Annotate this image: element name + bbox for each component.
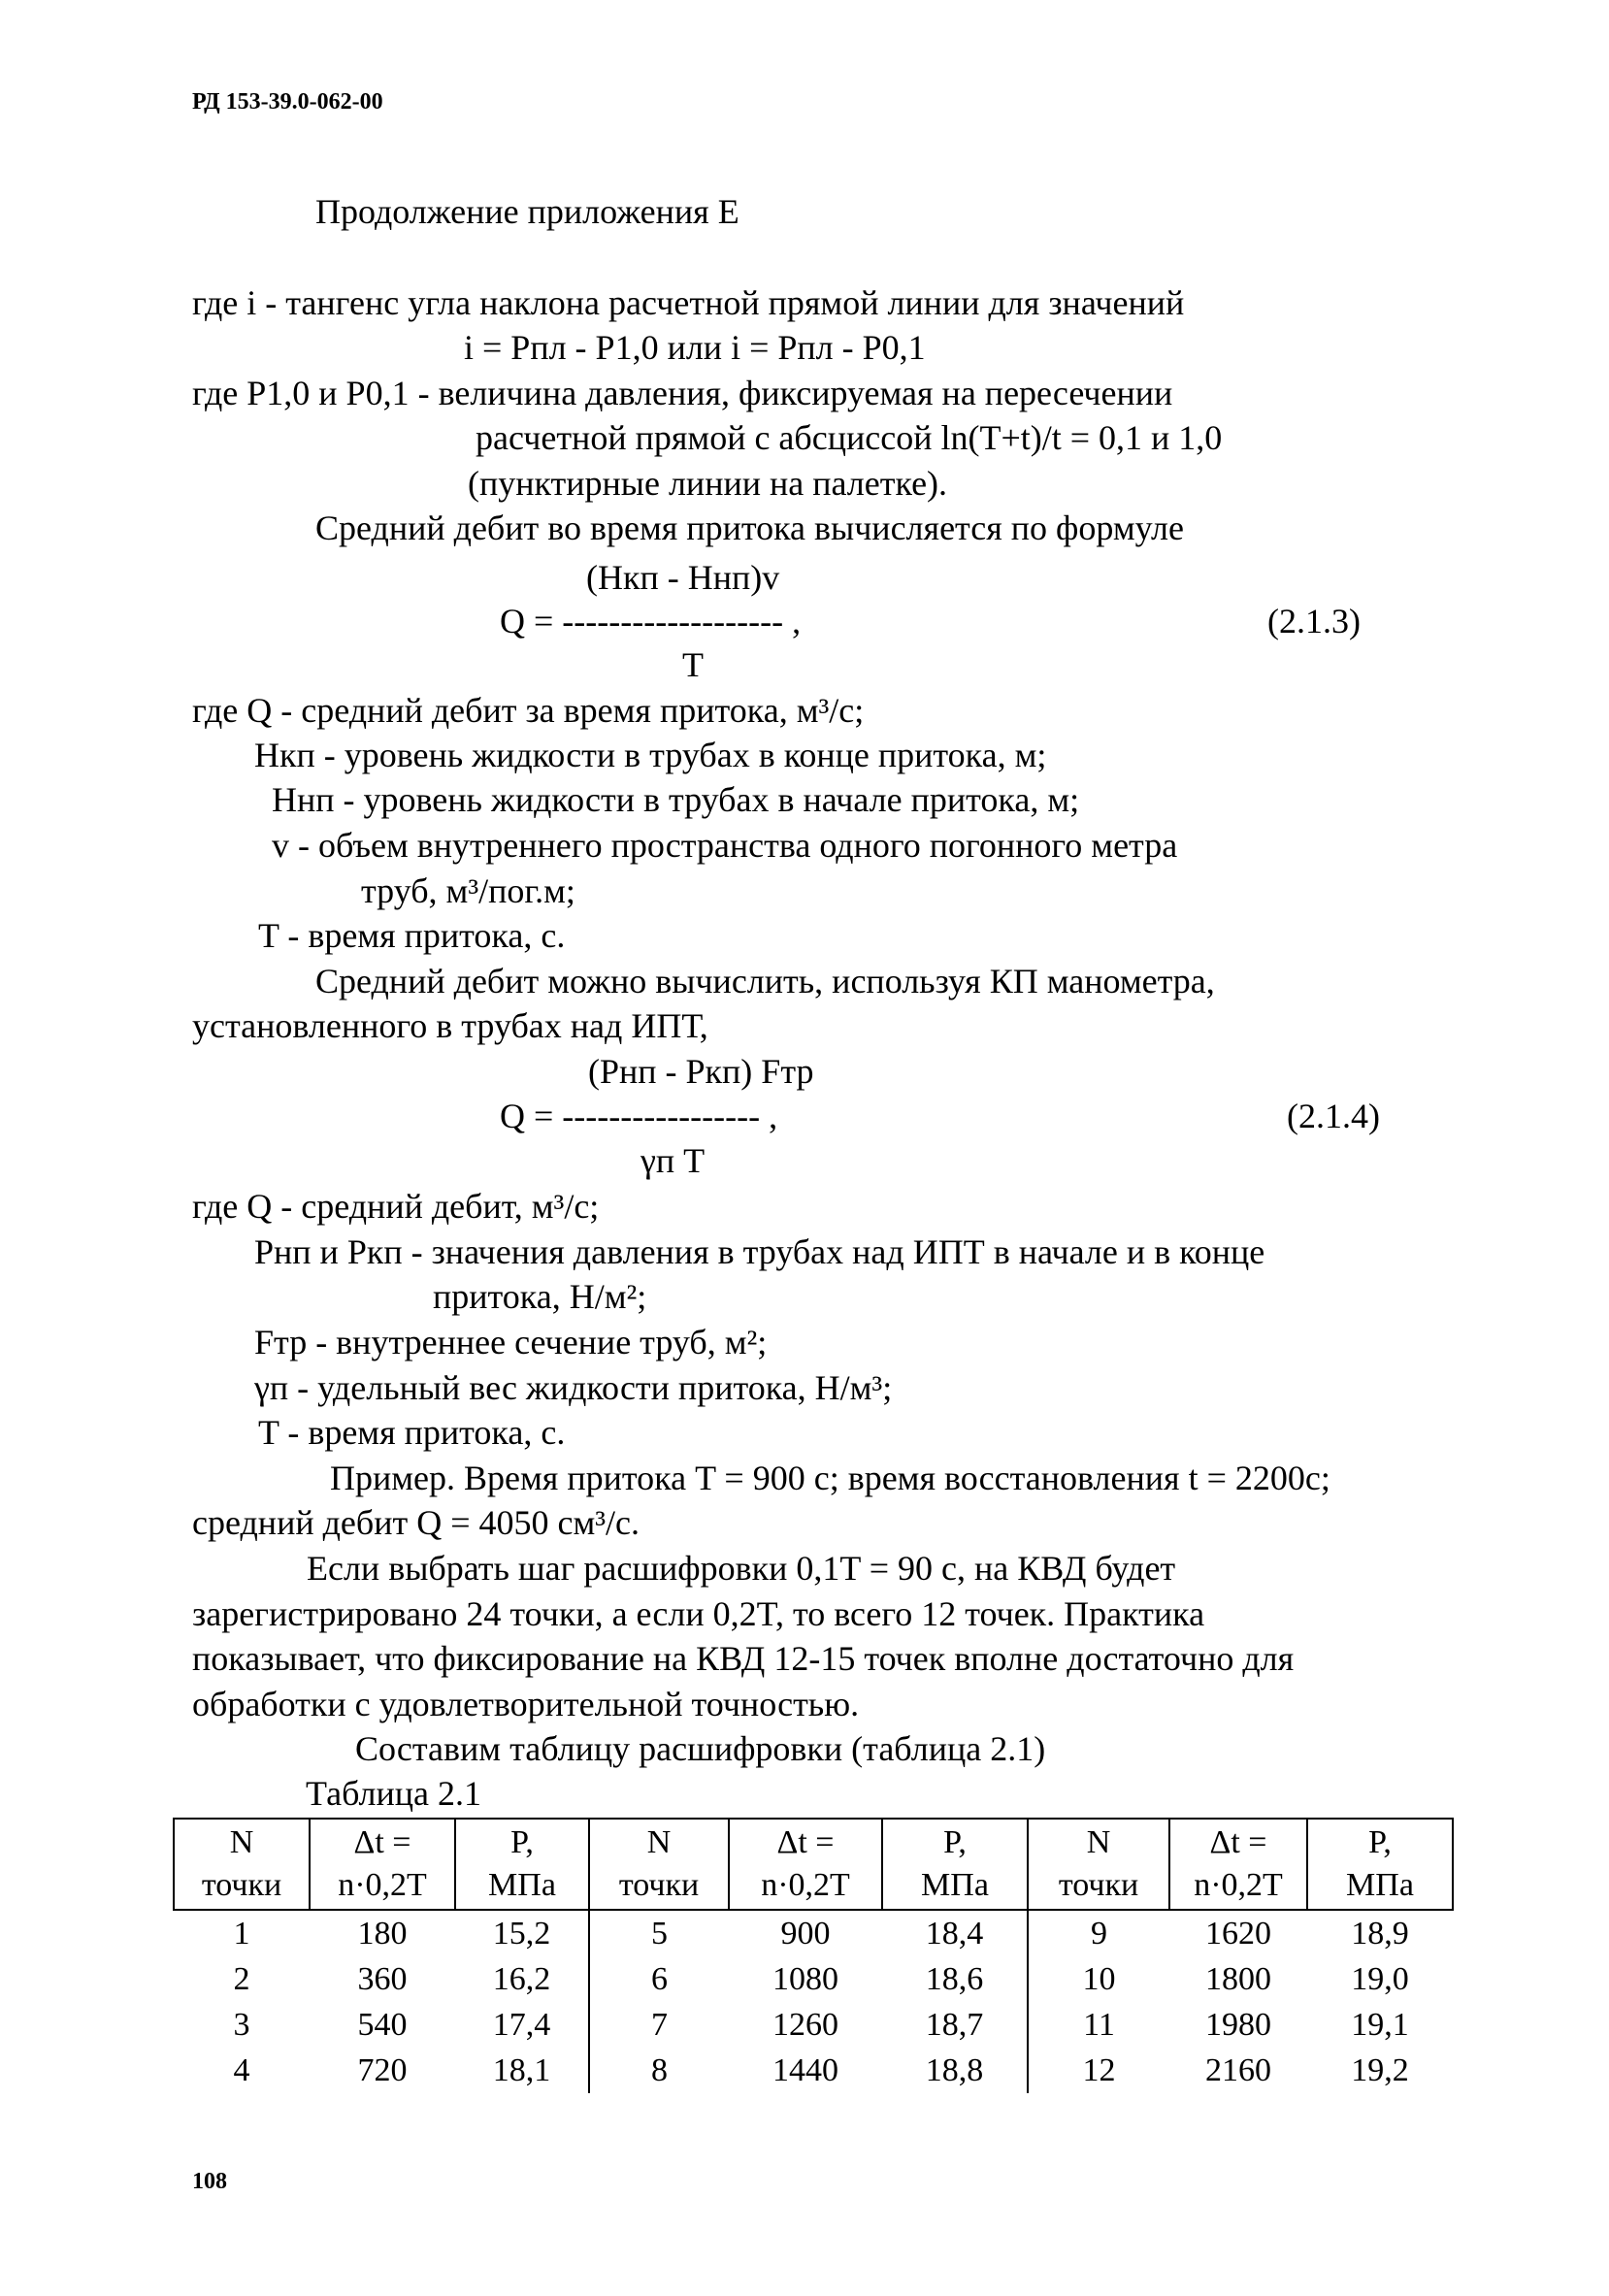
text-line-25: показывает, что фиксирование на КВД 12-15 точек вполне достаточно для — [192, 1639, 1295, 1678]
text-line-24: зарегистрировано 24 точки, а если 0,2T, то всего 12 точек. Практика — [192, 1594, 1205, 1633]
table-cell: 2160 — [1205, 2052, 1271, 2088]
table-row — [174, 2048, 1453, 2093]
table-cell: 7 — [651, 2007, 668, 2043]
table-cell: 720 — [357, 2052, 408, 2088]
table-cell: 17,4 — [455, 2002, 589, 2048]
table-cell: 1080 — [772, 1961, 838, 1997]
table-cell: 1 — [233, 1916, 250, 1952]
table-cell: 19,2 — [1351, 2052, 1409, 2088]
table-cell: 15,2 — [455, 1910, 589, 1956]
table-cell: 19,0 — [1351, 1961, 1409, 1997]
text-line-3: где P1,0 и P0,1 - величина давления, фиксируемая на пересечении — [192, 374, 1173, 412]
text-line-23: Если выбрать шаг расшифровки 0,1T = 90 с, на КВД будет — [307, 1549, 1176, 1588]
text-line-16: Pнп и Pкп - значения давления в трубах над ИПТ в начале и в конце — [254, 1232, 1265, 1271]
table-row — [174, 1956, 1453, 2002]
table-row — [174, 2002, 1453, 2048]
text-line-21: Пример. Время притока T = 900 с; время восстановления t = 2200с; — [330, 1459, 1330, 1497]
table-cell: 8 — [651, 2052, 668, 2088]
text-line-22: средний дебит Q = 4050 см³/с. — [192, 1503, 640, 1542]
table-cell: 16,2 — [455, 1956, 589, 2002]
table-cell: 18,8 — [882, 2048, 1028, 2093]
formula-1-number: (2.1.3) — [1267, 602, 1361, 640]
text-line-9: Hнп - уровень жидкости в трубах в начале притока, м; — [272, 780, 1080, 819]
table-cell: 1980 — [1205, 2007, 1271, 2043]
text-line-20: T - время притока, с. — [258, 1413, 566, 1452]
formula-2-main: Q = ----------------- , — [500, 1097, 778, 1135]
table-cell: 1440 — [772, 2052, 838, 2088]
table-header-cell: P, МПа — [1307, 1819, 1453, 1910]
text-line-18: Fтр - внутреннее сечение труб, м²; — [254, 1323, 768, 1361]
table-cell: 2 — [233, 1961, 250, 1997]
table-cell: 5 — [651, 1916, 668, 1952]
text-line-6: Средний дебит во время притока вычисляется по формуле — [315, 508, 1184, 547]
table-cell: 1620 — [1205, 1916, 1271, 1952]
table-header-cell: N точки — [174, 1819, 310, 1910]
table-header-cell: P, МПа — [455, 1819, 589, 1910]
table-cell: 11 — [1083, 2007, 1115, 2043]
text-line-1: где i - тангенс угла наклона расчетной прямой линии для значений — [192, 283, 1185, 322]
table-header-cell: P, МПа — [882, 1819, 1028, 1910]
text-line-2: i = Pпл - P1,0 или i = Pпл - P0,1 — [464, 328, 926, 367]
text-line-17: притока, Н/м²; — [433, 1277, 647, 1316]
page-title: Продолжение приложения Е — [315, 192, 739, 231]
text-line-14: установленного в трубах над ИПТ, — [192, 1006, 708, 1045]
table-cell: 1260 — [772, 2007, 838, 2043]
table-cell: 4 — [233, 2052, 250, 2088]
text-line-10: v - объем внутреннего пространства одного погонного метра — [272, 826, 1178, 865]
table-cell: 19,1 — [1351, 2007, 1409, 2043]
formula-1-main: Q = ------------------- , — [500, 602, 802, 640]
table-cell: 18,7 — [882, 2002, 1028, 2048]
table-cell: 18,1 — [455, 2048, 589, 2093]
table-header-cell: N точки — [589, 1819, 729, 1910]
text-line-11: труб, м³/пог.м; — [361, 871, 575, 910]
text-line-19: γп - удельный вес жидкости притока, Н/м³; — [254, 1368, 893, 1407]
text-line-4: расчетной прямой с абсциссой ln(T+t)/t = 0,1 и 1,0 — [476, 418, 1223, 457]
text-line-7: где Q - средний дебит за время притока, м³/с; — [192, 691, 865, 730]
table-cell: 900 — [780, 1916, 831, 1952]
table-cell: 18,6 — [882, 1956, 1028, 2002]
table-cell: 180 — [357, 1916, 408, 1952]
text-line-5: (пунктирные линии на палетке). — [468, 464, 948, 503]
text-line-12: T - время притока, с. — [258, 916, 566, 955]
text-line-13: Средний дебит можно вычислить, используя КП манометра, — [315, 962, 1215, 1000]
text-line-8: Hкп - уровень жидкости в трубах в конце притока, м; — [254, 736, 1047, 774]
table-header-row — [174, 1819, 1453, 1910]
table-cell: 10 — [1082, 1961, 1116, 1997]
page-number: 108 — [192, 2169, 227, 2194]
table-header-cell: Δt = n·0,2T — [310, 1819, 455, 1910]
table-caption: Таблица 2.1 — [306, 1774, 481, 1813]
formula-1-denominator: T — [682, 645, 704, 684]
table-header-cell: Δt = n·0,2T — [729, 1819, 882, 1910]
text-line-15: где Q - средний дебит, м³/с; — [192, 1187, 600, 1226]
decoding-table — [173, 1818, 1454, 2093]
formula-2-numerator: (Pнп - Pкп) Fтр — [588, 1052, 814, 1091]
table-cell: 9 — [1091, 1916, 1107, 1952]
text-line-26: обработки с удовлетворительной точностью. — [192, 1685, 860, 1723]
table-cell: 18,9 — [1351, 1916, 1409, 1952]
formula-1-numerator: (Hкп - Hнп)v — [586, 558, 780, 597]
formula-2-denominator: γп T — [640, 1141, 706, 1180]
table-cell: 12 — [1082, 2052, 1116, 2088]
table-header-cell: N точки — [1028, 1819, 1169, 1910]
table-header-cell: Δt = n·0,2T — [1169, 1819, 1307, 1910]
table-cell: 360 — [357, 1961, 408, 1997]
text-line-27: Составим таблицу расшифровки (таблица 2.1) — [355, 1729, 1046, 1768]
table-cell: 1800 — [1205, 1961, 1271, 1997]
table-cell: 6 — [651, 1961, 668, 1997]
table-cell: 3 — [233, 2007, 250, 2043]
table-row — [174, 1910, 1453, 1956]
table-cell: 18,4 — [882, 1910, 1028, 1956]
document-code: РД 153-39.0-062-00 — [192, 89, 383, 115]
table-cell: 540 — [357, 2007, 408, 2043]
formula-2-number: (2.1.4) — [1287, 1097, 1380, 1135]
